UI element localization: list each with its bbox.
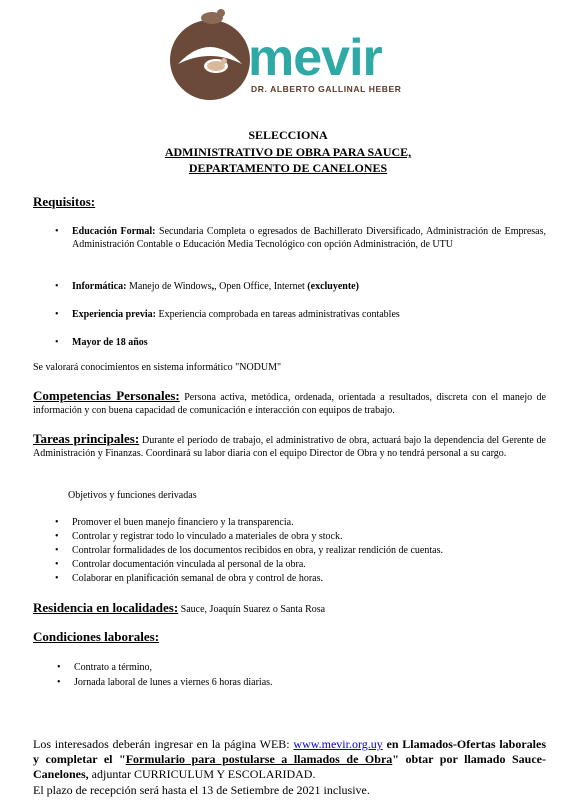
tarea-item: Controlar documentación vinculada al personal de la obra. — [72, 559, 306, 570]
requisito-experiencia: Experiencia previa: Experiencia comprobada en tareas administrativas contables — [72, 309, 400, 320]
condiciones-heading: Condiciones laborales: — [33, 629, 160, 644]
bullet-icon: • — [57, 677, 61, 688]
competencias-paragraph: Competencias Personales: Persona activa, metódica, ordenada, orientada a resultados, discreta con el manejo de información y con buena capacidad de comunicación e interacción con equipos de trabajo. — [33, 388, 546, 416]
tarea-item: Colaborar en planificación semanal de obra y control de horas. — [72, 573, 324, 584]
website-link[interactable]: www.mevir.org.uy — [293, 737, 383, 751]
bullet-icon: • — [57, 662, 61, 673]
condicion-item: Jornada laboral de lunes a viernes 6 horas diarias. — [74, 677, 273, 688]
logo-wordmark: mevir — [248, 29, 382, 87]
tarea-item: Controlar formalidades de los documentos recibidos en obra, y realizar rendición de cuentas. — [72, 545, 443, 556]
tareas-paragraph: Tareas principales: Durante el período de trabajo, el administrativo de obra, actuará bajo la dependencia del Gerente de Administración y Finanzas. Coordinará su labor diaria con el equipo Director de Obra y no tendrá personal a su cargo. — [33, 431, 546, 459]
requisito-edad: Mayor de 18 años — [72, 337, 148, 348]
residencia-paragraph: Residencia en localidades: Sauce, Joaquín Suarez o Santa Rosa — [33, 600, 326, 615]
bullet-icon: • — [55, 531, 59, 542]
deadline-text: El plazo de recepción será hasta el 13 de Setiembre de 2021 inclusive. — [33, 783, 370, 797]
requisitos-heading: Requisitos: — [33, 194, 96, 209]
requisitos-note: Se valorará conocimientos en sistema informático "NODUM" — [33, 362, 282, 373]
tarea-item: Promover el buen manejo financiero y la transparencia. — [72, 517, 294, 528]
title-line2: ADMINISTRATIVO DE OBRA PARA SAUCE, — [164, 145, 412, 159]
requisito-informatica: Informática: Manejo de Windows,, Open Office, Internet (excluyente) — [72, 281, 359, 292]
title-line1: SELECCIONA — [248, 128, 328, 142]
objetivos-label: Objetivos y funciones derivadas — [68, 490, 197, 501]
title-line3: DEPARTAMENTO DE CANELONES — [188, 161, 388, 175]
bullet-icon: • — [55, 545, 59, 556]
bullet-icon: • — [55, 559, 59, 570]
condicion-item: Contrato a término, — [74, 662, 153, 673]
bullet-icon: • — [55, 226, 59, 237]
logo-subtitle: DR. ALBERTO GALLINAL HEBER — [251, 84, 402, 94]
bullet-icon: • — [55, 517, 59, 528]
bullet-icon: • — [55, 573, 59, 584]
requisito-educacion: Educación Formal: Secundaria Completa o egresados de Bachillerato Diversificado, Administración de Empresas, Administración Contable o Educación Media Tecnológico con opción Administración, de UTU — [72, 226, 546, 250]
bullet-icon: • — [55, 309, 59, 320]
footer-paragraph: Los interesados deberán ingresar en la página WEB: www.mevir.org.uy en Llamados-Ofertas laborales y completar el "Formulario para postularse a llamados de Obra" obtar por llamado Sauce-Canelones, adjuntar CURRICULUM Y ESCOLARIDAD. — [33, 737, 546, 781]
bullet-icon: • — [55, 281, 59, 292]
bullet-icon: • — [55, 337, 59, 348]
tarea-item: Controlar y registrar todo lo vinculado a materiales de obra y stock. — [72, 531, 343, 542]
